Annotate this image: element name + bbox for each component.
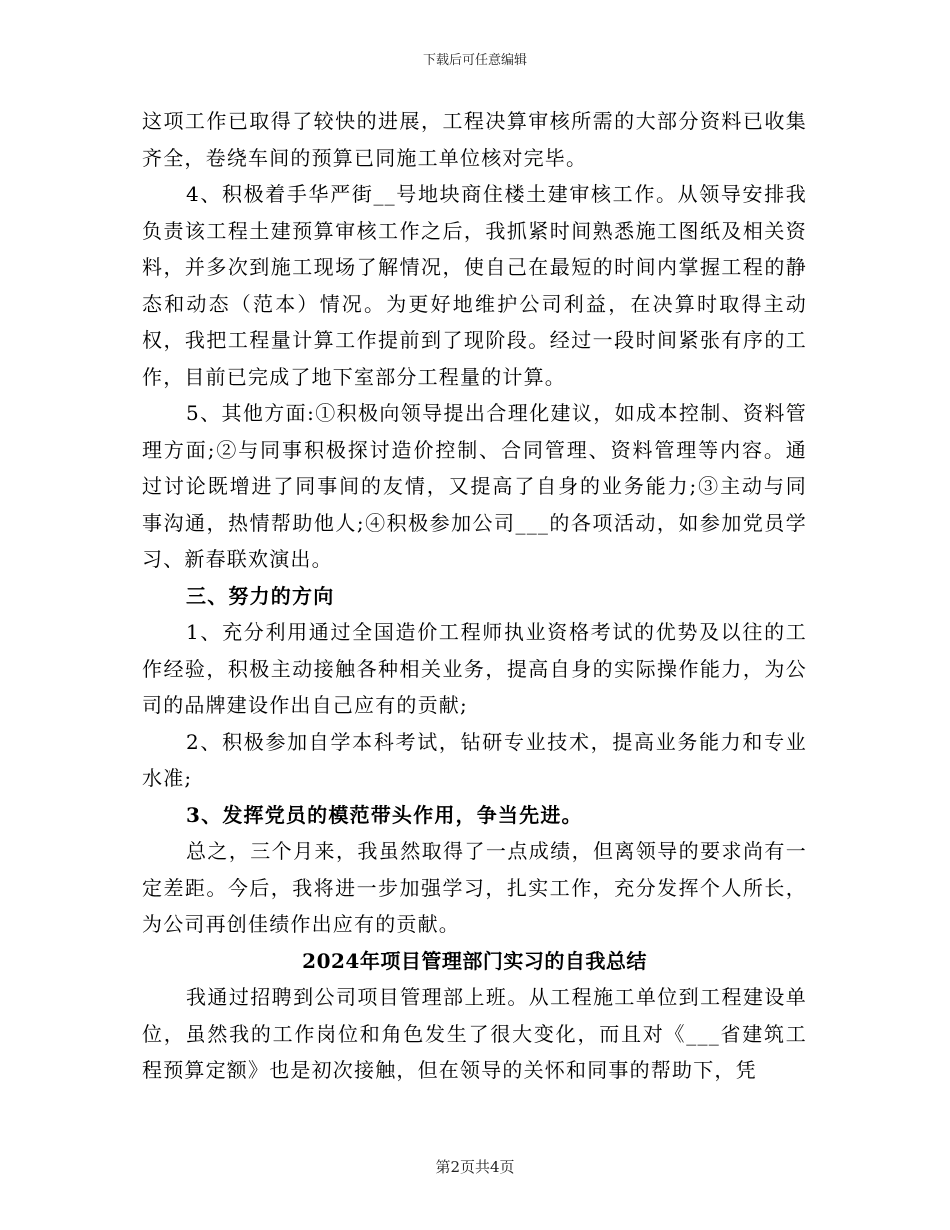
paragraph-conclusion: 总之，三个月来，我虽然取得了一点成绩，但离领导的要求尚有一定差距。今后，我将进一步加强学习，扎实工作，充分发挥个人所长，为公司再创佳绩作出应有的贡献。 (142, 839, 807, 936)
document-title: 2024年项目管理部门实习的自我总结 (302, 948, 647, 973)
paragraph-item-5: 5、其他方面:①积极向领导提出合理化建议，如成本控制、资料管理方面;②与同事积极探讨造价控制、合同管理、资料管理等内容。通过讨论既增进了同事间的友情，又提高了自身的业务能力;③主动与同事沟通，热情帮助他人;④积极参加公司___的各项活动，如参加党员学习、新春联欢演出。 (142, 401, 807, 571)
page-header: 下载后可任意编辑 (422, 53, 527, 68)
paragraph-direction-1: 1、充分利用通过全国造价工程师执业资格考试的优势及以往的工作经验，积极主动接触各种相关业务，提高自身的实际操作能力，为公司的品牌建设作出自己应有的贡献; (142, 620, 807, 717)
paragraph-direction-3: 3、发挥党员的模范带头作用，争当先进。 (186, 802, 583, 827)
paragraph-continuation: 这项工作已取得了较快的进展，工程决算审核所需的大部分资料已收集齐全，卷绕车间的预算已同施工单位核对完毕。 (142, 109, 807, 170)
paragraph-direction-2: 2、积极参加自学本科考试，钻研专业技术，提高业务能力和专业水准; (142, 729, 807, 790)
paragraph-intro: 我通过招聘到公司项目管理部上班。从工程施工单位到工程建设单位，虽然我的工作岗位和角色发生了很大变化，而且对《___省建筑工程预算定额》也是初次接触，但在领导的关怀和同事的帮助下，凭 (142, 985, 807, 1082)
section-heading: 三、努力的方向 (186, 583, 335, 608)
paragraph-item-4: 4、积极着手华严街__号地块商住楼土建审核工作。从领导安排我负责该工程土建预算审核工作之后，我抓紧时间熟悉施工图纸及相关资料，并多次到施工现场了解情况，使自己在最短的时间内掌握工程的静态和动态（范本）情况。为更好地维护公司利益，在决算时取得主动权，我把工程量计算工作提前到了现阶段。经过一段时间紧张有序的工作，目前已完成了地下室部分工程量的计算。 (142, 182, 807, 389)
document-body (142, 103, 807, 1089)
page-number: 第2页共4页 (435, 1158, 515, 1176)
